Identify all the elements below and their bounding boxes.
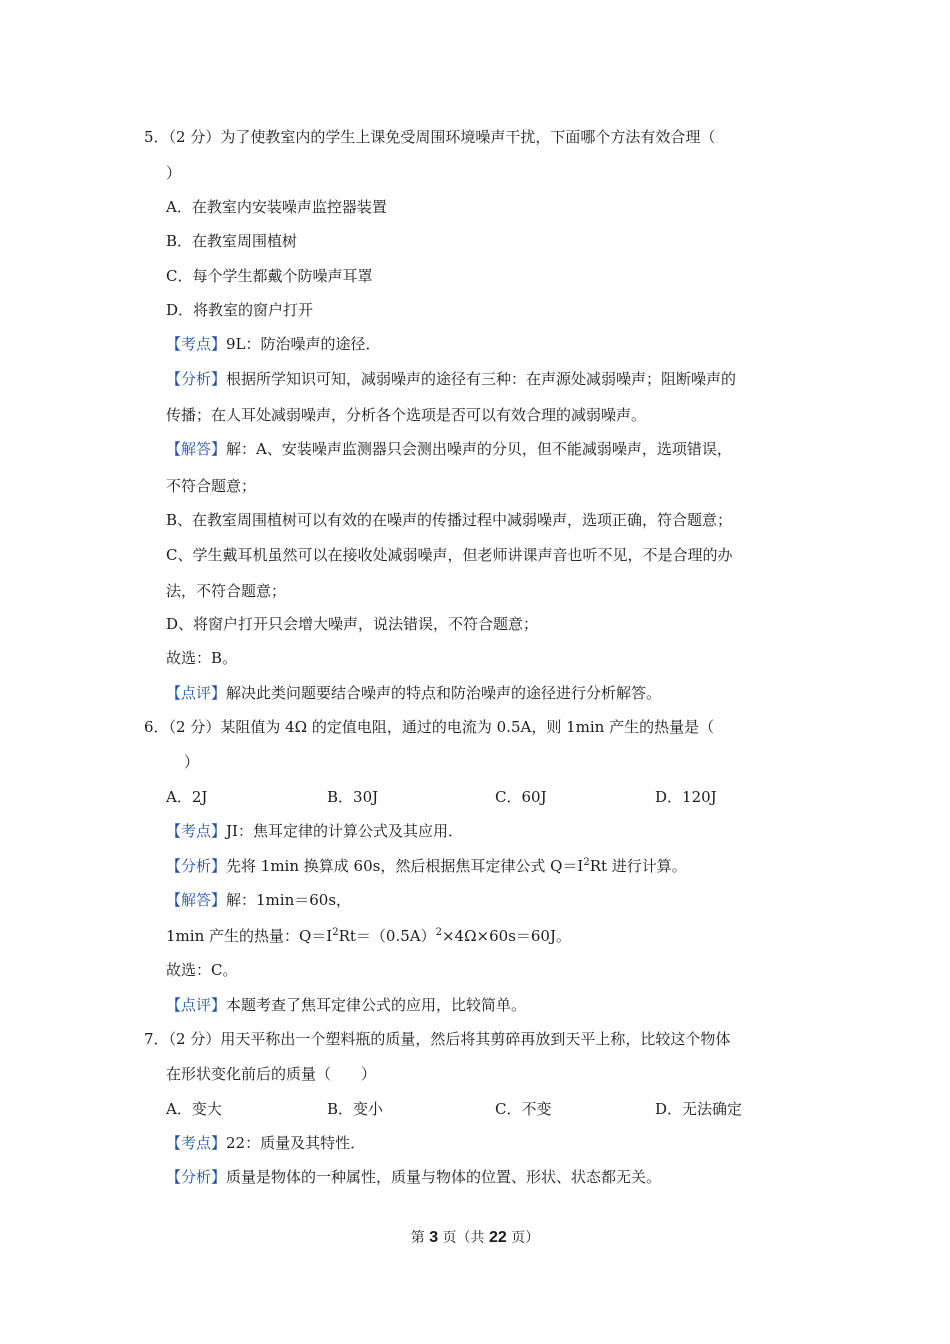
q7-stem-line1: 7．（2 分）用天平称出一个塑料瓶的质量，然后将其剪碎再放到天平上称，比较这个物体 <box>144 1030 731 1048</box>
kaodian-text: 22：质量及其特性． <box>226 1134 366 1152</box>
q6-dianping <box>166 995 526 1015</box>
q6-fenxi <box>166 856 687 879</box>
jieda-tag: 【解答】 <box>166 440 227 458</box>
q5-fenxi-line1 <box>166 369 736 389</box>
q5-jieda-line1 <box>166 439 732 459</box>
q5-fenxi-line2: 传播；在人耳处减弱噪声，分析各个选项是否可以有效合理的减弱噪声。 <box>166 406 647 424</box>
page-footer <box>0 1228 950 1248</box>
jieda-formula-pre: 1min 产生的热量：Q＝I <box>166 927 333 945</box>
fenxi-tag: 【分析】 <box>166 1168 227 1186</box>
q5-option-a: A．在教室内安装噪声监控器装置 <box>166 198 387 216</box>
jieda-formula-post: ×4Ω×60s＝60J。 <box>441 927 571 945</box>
q5-jieda-line2: 不符合题意； <box>166 477 257 495</box>
fenxi-text: 质量是物体的一种属性，质量与物体的位置、形状、状态都无关。 <box>226 1168 662 1186</box>
superscript: 2 <box>435 927 442 938</box>
q6-option-b: B．30J <box>327 788 379 806</box>
q5-option-d: D．将教室的窗户打开 <box>166 301 314 319</box>
jieda-text: 解：A、安装噪声监测器只会测出噪声的分贝，但不能减弱噪声，选项错误， <box>226 440 732 458</box>
q7-option-b: B．变小 <box>327 1100 384 1118</box>
kaodian-tag: 【考点】 <box>166 822 227 840</box>
page-total: 22 <box>489 1229 507 1246</box>
q7-option-c: C．不变 <box>495 1100 552 1118</box>
q6-kaodian <box>166 821 463 841</box>
q5-option-c: C．每个学生都戴个防噪声耳罩 <box>166 267 373 285</box>
fenxi-text-pre: 先将 1min 换算成 60s，然后根据焦耳定律公式 Q＝I <box>226 857 584 875</box>
fenxi-tag: 【分析】 <box>166 857 227 875</box>
q5-stem-line2: ） <box>166 164 182 182</box>
q6-stem-line1: 6．（2 分）某阻值为 4Ω 的定值电阻，通过的电流为 0.5A，则 1min 产生的热量是（ <box>144 718 715 736</box>
q7-option-d: D．无法确定 <box>655 1100 743 1118</box>
fenxi-tag: 【分析】 <box>166 370 227 388</box>
dianping-tag: 【点评】 <box>166 684 227 702</box>
kaodian-tag: 【考点】 <box>166 335 227 353</box>
q5-jieda-line6: D、将窗户打开只会增大噪声，说法错误，不符合题意； <box>166 615 539 633</box>
q7-stem-line2: 在形状变化前后的质量（ ） <box>166 1065 377 1083</box>
q5-dianping <box>166 683 661 703</box>
q7-option-a: A．变大 <box>166 1100 222 1118</box>
kaodian-text: 9L：防治噪声的途径． <box>226 335 381 353</box>
q5-jieda-line5: 法，不符合题意； <box>166 582 287 600</box>
q6-stem-line2: ） <box>184 753 200 771</box>
q6-option-d: D．120J <box>655 788 717 806</box>
q5-stem-line1: 5．（2 分）为了使教室内的学生上课免受周围环境噪声干扰，下面哪个方法有效合理（ <box>144 128 716 146</box>
q5-kaodian <box>166 334 381 354</box>
q5-jieda-line4: C、学生戴耳机虽然可以在接收处减弱噪声，但老师讲课声音也听不见，不是合理的办 <box>166 546 733 564</box>
q6-option-c: C．60J <box>495 788 547 806</box>
q5-jieda-line7: 故选：B。 <box>166 649 238 667</box>
footer-post: 页） <box>511 1230 540 1246</box>
dianping-tag: 【点评】 <box>166 996 227 1014</box>
q6-option-a: A．2J <box>166 788 208 806</box>
q6-jieda-line2 <box>166 926 571 949</box>
superscript: 2 <box>583 857 590 868</box>
q7-kaodian <box>166 1133 365 1153</box>
q5-jieda-line3: B、在教室周围植树可以有效的在噪声的传播过程中减弱噪声，选项正确，符合题意； <box>166 511 733 529</box>
footer-pre: 第 <box>410 1230 425 1246</box>
fenxi-text-post: Rt 进行计算。 <box>589 857 687 875</box>
jieda-text: 解：1min＝60s， <box>226 891 352 909</box>
dianping-text: 本题考查了焦耳定律公式的应用，比较简单。 <box>226 996 527 1014</box>
dianping-text: 解决此类问题要结合噪声的特点和防治噪声的途径进行分析解答。 <box>226 684 662 702</box>
superscript: 2 <box>332 927 339 938</box>
kaodian-tag: 【考点】 <box>166 1134 227 1152</box>
jieda-formula-mid: Rt＝（0.5A） <box>338 927 436 945</box>
q7-fenxi <box>166 1167 661 1187</box>
kaodian-text: JI：焦耳定律的计算公式及其应用． <box>226 822 463 840</box>
jieda-tag: 【解答】 <box>166 891 227 909</box>
page-number: 3 <box>429 1229 439 1246</box>
q6-jieda-line1 <box>166 890 351 910</box>
q6-jieda-line3: 故选：C。 <box>166 961 238 979</box>
q5-option-b: B．在教室周围植树 <box>166 232 298 250</box>
fenxi-text: 根据所学知识可知，减弱噪声的途径有三种：在声源处减弱噪声；阻断噪声的 <box>226 370 737 388</box>
footer-mid: 页（共 <box>442 1230 485 1246</box>
